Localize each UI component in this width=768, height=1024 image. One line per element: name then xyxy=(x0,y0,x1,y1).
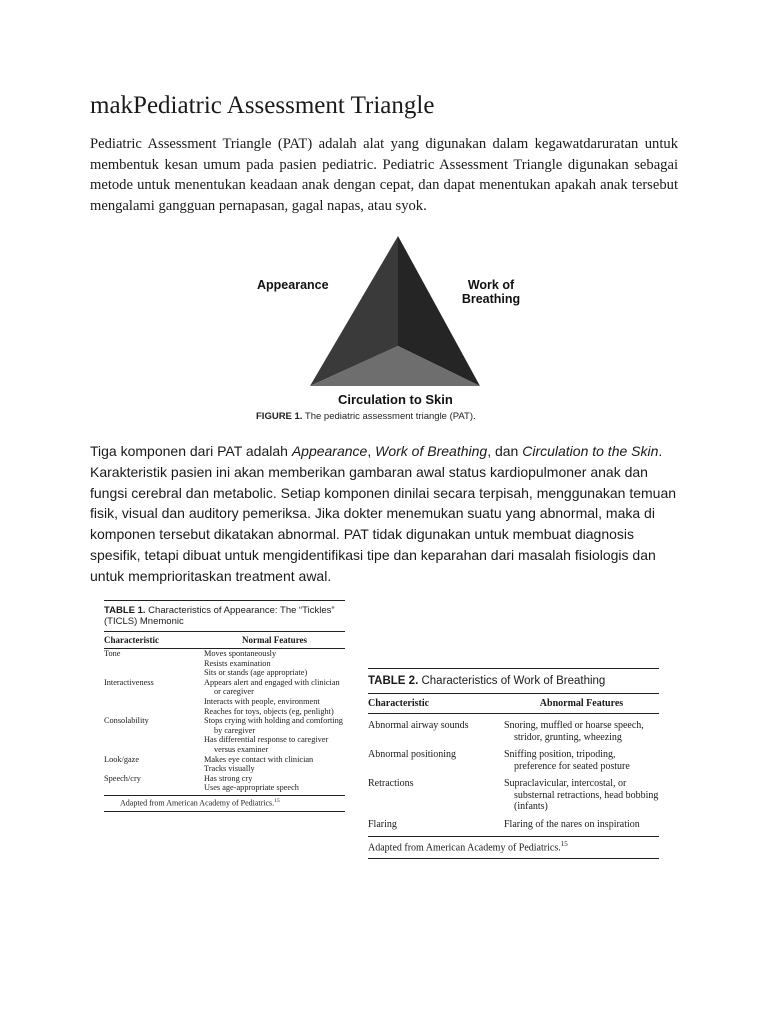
table1-feature-cell: Uses age-appropriate speech xyxy=(204,783,299,793)
table2-characteristic-cell: Flaring xyxy=(368,818,397,830)
table-row xyxy=(104,764,345,774)
table1-feature-cell: Interacts with people, environment xyxy=(204,696,320,706)
table1-characteristic-cell: Interactiveness xyxy=(104,677,154,687)
table-row xyxy=(104,716,345,735)
table1-footnote-text: Adapted from American Academy of Pediatrics. xyxy=(120,798,275,808)
label-work-line2: Breathing xyxy=(461,292,521,306)
table-row xyxy=(368,778,659,813)
figure-caption-label: FIGURE 1. xyxy=(256,411,303,422)
label-work-of-breathing xyxy=(457,278,525,306)
table-row xyxy=(368,819,659,831)
body-sep2: , dan xyxy=(487,443,523,459)
table-row xyxy=(104,697,345,707)
table2-body xyxy=(368,720,659,830)
table1-characteristic-cell: Look/gaze xyxy=(104,754,140,764)
table2-characteristic-cell: Retractions xyxy=(368,778,414,789)
table2-footnote-text: Adapted from American Academy of Pediatrics. xyxy=(368,842,561,854)
table2-col-features: Abnormal Features xyxy=(539,698,624,709)
table-appearance xyxy=(104,600,345,812)
table1-characteristic-cell: Tone xyxy=(104,649,121,658)
table-row xyxy=(104,649,345,659)
table-row xyxy=(104,668,345,678)
table1-feature-cell: Has strong cry xyxy=(204,773,253,783)
table1-feature-cell: Has differential response to caregiver versus examiner xyxy=(204,735,329,754)
table-work-of-breathing xyxy=(368,668,659,859)
table1-characteristic-cell xyxy=(104,707,204,717)
label-circulation: Circulation to Skin xyxy=(338,392,453,407)
table-row xyxy=(104,735,345,754)
label-work-line1: Work of xyxy=(467,278,515,292)
table2-col-characteristic: Characteristic xyxy=(368,698,430,709)
table2-caption xyxy=(368,669,659,693)
table1-feature-cell: Resists examination xyxy=(204,658,271,668)
table2-footnote-ref: 15 xyxy=(560,840,568,848)
table-row xyxy=(104,678,345,697)
table1-characteristic-cell xyxy=(104,659,204,669)
table1-caption-text: Characteristics of Appearance: The “Tickles” (TICLS) Mnemonic xyxy=(104,605,335,627)
table1-col-features: Normal Features xyxy=(241,635,308,645)
table2-footnote xyxy=(368,836,659,859)
table1-characteristic-cell: Speech/cry xyxy=(104,773,141,783)
table1-body xyxy=(104,649,345,793)
table2-characteristic-cell: Abnormal airway sounds xyxy=(368,720,469,731)
term-circulation: Circulation to the Skin xyxy=(522,443,659,459)
figure-caption-text: The pediatric assessment triangle (PAT). xyxy=(304,411,476,422)
table-row xyxy=(104,755,345,765)
body-paragraph xyxy=(90,441,680,587)
term-work-of-breathing: Work of Breathing xyxy=(375,443,488,459)
table1-feature-cell: Moves spontaneously xyxy=(204,649,277,658)
page-title: makPediatric Assessment Triangle xyxy=(90,92,435,119)
intro-paragraph: Pediatric Assessment Triangle (PAT) adalah alat yang digunakan dalam kegawatdaruratan untuk membentuk kesan umum pada pasien pediatric. Pediatric Assessment Triangle digunakan sebagai metode untuk menentukan keadaan anak dengan cepat, dan dapat menentukan apakah anak tersebut mengalami gangguan pernapasan, gagal napas, atau syok. xyxy=(90,136,678,214)
table-row xyxy=(104,783,345,793)
term-appearance: Appearance xyxy=(291,443,368,459)
table1-footnote-ref: 15 xyxy=(274,797,280,804)
table2-feature-cell: Sniffing position, tripoding, preference for seated posture xyxy=(504,749,630,772)
table1-feature-cell: Stops crying with holding and comforting by caregiver xyxy=(204,716,343,735)
body-text-start: Tiga komponen dari PAT adalah xyxy=(90,443,292,459)
table1-characteristic-cell xyxy=(104,735,204,754)
table2-caption-text: Characteristics of Work of Breathing xyxy=(421,675,606,687)
table1-feature-cell: Makes eye contact with clinician xyxy=(204,754,314,764)
table2-characteristic-cell: Abnormal positioning xyxy=(368,749,457,760)
table-row xyxy=(104,659,345,669)
table1-feature-cell: Appears alert and engaged with clinician or caregiver xyxy=(204,677,340,697)
pat-figure xyxy=(250,232,530,432)
table2-feature-cell: Supraclavicular, intercostal, or substernal retractions, head bobbing (infants) xyxy=(504,778,659,812)
table2-header xyxy=(368,693,659,714)
table2-feature-cell: Snoring, muffled or hoarse speech, stridor, grunting, wheezing xyxy=(504,720,644,743)
table2-feature-cell: Flaring of the nares on inspiration xyxy=(504,818,640,830)
table1-header xyxy=(104,631,345,649)
table1-col-characteristic: Characteristic xyxy=(104,635,159,645)
table1-feature-cell: Sits or stands (age appropriate) xyxy=(204,668,308,678)
table-row xyxy=(104,774,345,784)
table1-characteristic-cell xyxy=(104,783,204,793)
table1-characteristic-cell xyxy=(104,668,204,678)
table1-caption xyxy=(104,601,345,631)
body-sep1: , xyxy=(367,443,376,459)
table-row xyxy=(104,707,345,717)
table1-characteristic-cell xyxy=(104,764,204,774)
table1-characteristic-cell xyxy=(104,697,204,707)
table-row xyxy=(368,720,659,743)
table1-footnote xyxy=(104,795,345,812)
body-text-end: . Karakteristik pasien ini akan memberikan gambaran awal status kardiopulmoner anak dan fungsi cerebral dan metabolic. Setiap komponen dinilai secara terpisah, menggunakan temuan fisik, visual dan auditory pemeriksa. Jika dokter menemukan suatu yang abnormal, maka di komponen tersebut dikatakan abnormal. PAT tidak digunakan untuk membuat diagnosis spesifik, tetapi dibuat untuk mengidentifikasi tipe dan keparahan dari masalah fisiologis dan untuk memprioritaskan treatment awal. xyxy=(90,443,677,584)
pat-triangle xyxy=(250,232,530,392)
label-appearance: Appearance xyxy=(257,278,329,292)
figure-caption xyxy=(256,411,476,422)
table2-caption-label: TABLE 2. xyxy=(368,675,419,687)
table1-feature-cell: Tracks visually xyxy=(204,764,255,774)
table-row xyxy=(368,749,659,772)
table1-characteristic-cell: Consolability xyxy=(104,716,149,726)
table1-feature-cell: Reaches for toys, objects (eg, penlight) xyxy=(204,706,334,716)
table1-caption-label: TABLE 1. xyxy=(104,605,146,616)
